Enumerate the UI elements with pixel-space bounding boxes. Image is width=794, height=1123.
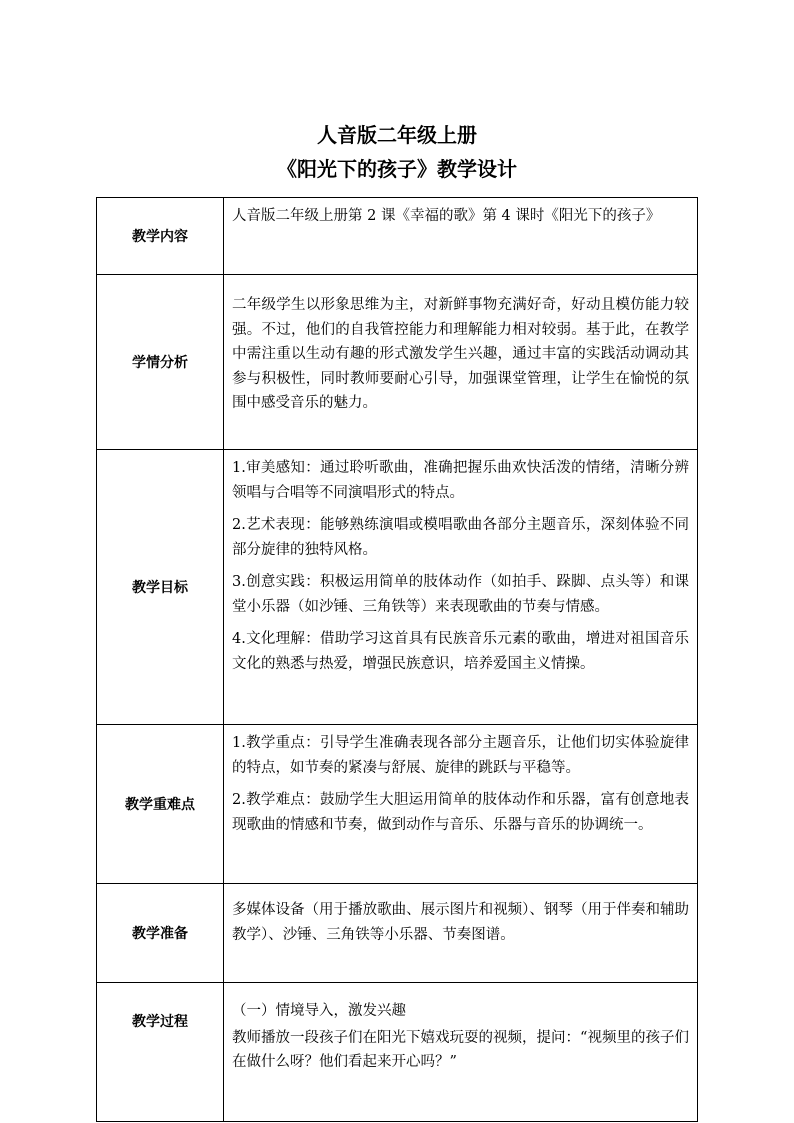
key-point-item: 1.教学重点：引导学生准确表现各部分主题音乐，让他们切实体验旋律的特点，如节奏的紧凑与舒展、旋律的跳跃与平稳等。 — [232, 735, 689, 776]
row-text-process — [224, 983, 698, 1122]
row-label-content: 教学内容 — [97, 198, 224, 275]
analysis-text: 二年级学生以形象思维为主，对新鲜事物充满好奇，好动且模仿能力较强。不过，他们的自我管控能力和理解能力相对较弱。基于此，在教学中需注重以生动有趣的形式激发学生兴趣，通过丰富的实践活动调动其参与积极性，同时教师要耐心引导，加强课堂管理，让学生在愉悦的氛围中感受音乐的魅力。 — [232, 297, 689, 411]
table-row-preparation — [97, 884, 698, 983]
document-subtitle: 《阳光下的孩子》教学设计 — [277, 157, 517, 181]
goal-item: 3.创意实践：积极运用简单的肢体动作（如拍手、跺脚、点头等）和课堂小乐器（如沙锤、三角铁等）来表现歌曲的节奏与情感。 — [232, 574, 689, 615]
row-label-analysis: 学情分析 — [97, 275, 224, 450]
table-row-goals — [97, 450, 698, 725]
table-row-content — [97, 198, 698, 275]
document-title: 人音版二年级上册 — [317, 123, 477, 147]
preparation-text: 多媒体设备（用于播放歌曲、展示图片和视频）、钢琴（用于伴奏和辅助教学）、沙锤、三角铁等小乐器、节奏图谱。 — [232, 902, 689, 943]
content-text: 人音版二年级上册第 2 课《幸福的歌》第 4 课时《阳光下的孩子》 — [232, 208, 661, 224]
row-text-preparation — [224, 884, 698, 983]
row-text-key-points — [224, 725, 698, 884]
table-row-key-points — [97, 725, 698, 884]
key-point-item: 2.教学难点：鼓励学生大胆运用简单的肢体动作和乐器，富有创意地表现歌曲的情感和节奏，做到动作与音乐、乐器与音乐的协调统一。 — [232, 792, 689, 833]
row-label-process: 教学过程 — [97, 983, 224, 1122]
table-row-analysis — [97, 275, 698, 450]
row-text-analysis — [224, 275, 698, 450]
row-text-content — [224, 198, 698, 275]
table-row-process — [97, 983, 698, 1122]
goal-item: 2.艺术表现：能够熟练演唱或模唱歌曲各部分主题音乐，深刻体验不同部分旋律的独特风格。 — [232, 517, 689, 558]
row-label-preparation: 教学准备 — [97, 884, 224, 983]
process-text: 教师播放一段孩子们在阳光下嬉戏玩耍的视频，提问：“视频里的孩子们在做什么呀？他们看起来开心吗？” — [232, 1029, 689, 1070]
goal-item: 4.文化理解：借助学习这首具有民族音乐元素的歌曲，增进对祖国音乐文化的熟悉与热爱，增强民族意识，培养爱国主义情操。 — [232, 631, 689, 672]
row-text-goals — [224, 450, 698, 725]
process-heading: （一）情境导入，激发兴趣 — [232, 1003, 406, 1019]
lesson-plan-table — [96, 197, 698, 1122]
row-label-goals: 教学目标 — [97, 450, 224, 725]
row-label-key-points: 教学重难点 — [97, 725, 224, 884]
goal-item: 1.审美感知：通过聆听歌曲，准确把握乐曲欢快活泼的情绪，清晰分辨领唱与合唱等不同演唱形式的特点。 — [232, 460, 689, 501]
